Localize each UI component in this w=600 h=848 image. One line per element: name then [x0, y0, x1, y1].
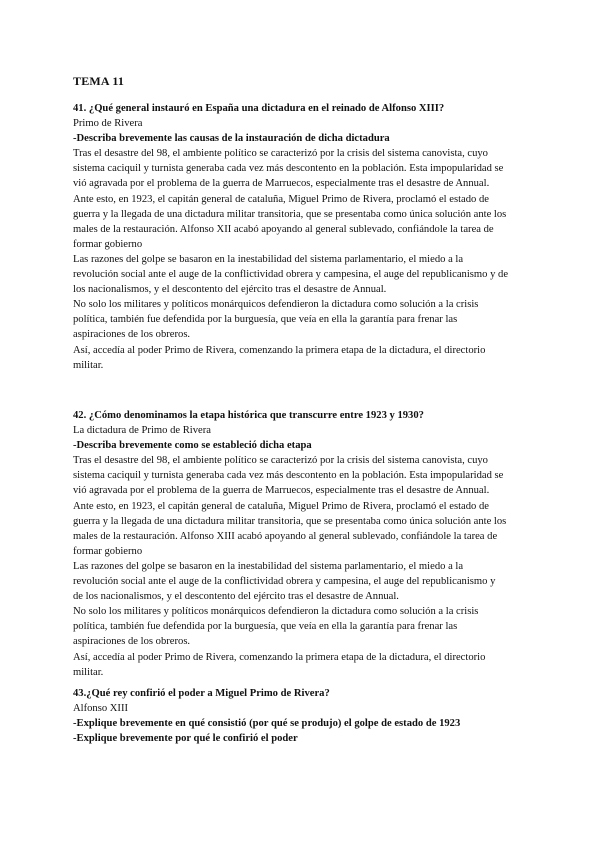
sub-question: -Explique brevemente por qué le confirió el poder: [73, 733, 298, 745]
short-answer: La dictadura de Primo de Rivera: [73, 425, 211, 437]
sub-question: -Describa brevemente como se estableció dicha etapa: [73, 440, 312, 452]
question-heading: 42. ¿Cómo denominamos la etapa histórica que transcurre entre 1923 y 1930?: [73, 410, 424, 421]
question-section-43: [73, 686, 533, 746]
text-line: No solo los militares y políticos monárquicos defendieron la dictadura como solución a la crisis: [73, 606, 479, 618]
text-line: No solo los militares y políticos monárquicos defendieron la dictadura como solución a la crisis: [73, 299, 479, 311]
text-line: revolución social ante el auge de la conflictividad obrera y campesina, el auge del republicanismo y: [73, 576, 496, 588]
text-line: formar gobierno: [73, 545, 143, 557]
document-title: TEMA 11: [73, 74, 125, 88]
question-section-41: [73, 101, 533, 373]
text-line: de los nacionalismos, y el descontento del ejército tras el desastre de Annual.: [73, 591, 399, 603]
text-line: males de la restauración. Alfonso XII acabó apoyando al general sublevado, confiándole la tarea de: [73, 223, 494, 235]
question-section-42: [73, 408, 533, 680]
text-line: los nacionalismos, y el descontento del ejército tras el desastre de Annual.: [73, 284, 387, 296]
text-line: Las razones del golpe se basaron en la inestabilidad del sistema parlamentario, el miedo a la: [73, 560, 464, 572]
text-line: Tras el desastre del 98, el ambiente político se caracterizó por la crisis del sistema canovista, cuyo: [73, 148, 488, 160]
text-line: aspiraciones de los obreros.: [73, 329, 191, 341]
text-line: Ante esto, en 1923, el capitán general de cataluña, Miguel Primo de Rivera, proclamó el estado de: [73, 193, 489, 205]
text-line: vió agravada por el problema de la guerra de Marruecos, especialmente tras el desastre de Annual.: [73, 178, 490, 190]
answer-body: [73, 146, 533, 372]
text-line: Las razones del golpe se basaron en la inestabilidad del sistema parlamentario, el miedo a la: [73, 253, 464, 265]
text-line: militar.: [73, 359, 104, 371]
text-line: sistema caciquil y turnista generaba cada vez más descontento en la población. Esta impopularidad se: [73, 470, 504, 482]
sub-question: -Describa brevemente las causas de la instauración de dicha dictadura: [73, 133, 390, 145]
text-line: Así, accedía al poder Primo de Rivera, comenzando la primera etapa de la dictadura, el directorio: [73, 651, 486, 663]
question-heading: 41. ¿Qué general instauró en España una dictadura en el reinado de Alfonso XIII?: [73, 103, 445, 114]
text-line: política, también fue defendida por la burguesía, que veía en ella la garantía para frenar las: [73, 314, 458, 326]
text-line: política, también fue defendida por la burguesía, que veía en ella la garantía para frenar las: [73, 621, 458, 633]
text-line: aspiraciones de los obreros.: [73, 636, 191, 648]
text-line: Así, accedía al poder Primo de Rivera, comenzando la primera etapa de la dictadura, el directorio: [73, 344, 486, 356]
text-line: guerra y la llegada de una dictadura militar transitoria, que se presentaba como única solución ante los: [73, 208, 507, 220]
question-heading: 43.¿Qué rey confirió el poder a Miguel Primo de Rivera?: [73, 688, 330, 699]
short-answer: Alfonso XIII: [73, 703, 129, 715]
text-line: sistema caciquil y turnista generaba cada vez más descontento en la población. Esta impopularidad se: [73, 163, 504, 175]
text-line: guerra y la llegada de una dictadura militar transitoria, que se presentaba como única solución ante los: [73, 515, 507, 527]
text-line: formar gobierno: [73, 238, 143, 250]
text-line: militar.: [73, 666, 104, 678]
sub-question: -Explique brevemente en qué consistió (por qué se produjo) el golpe de estado de 1923: [73, 718, 461, 730]
short-answer: Primo de Rivera: [73, 118, 143, 130]
text-line: males de la restauración. Alfonso XIII acabó apoyando al general sublevado, confiándole la tarea de: [73, 530, 498, 542]
text-line: vió agravada por el problema de la guerra de Marruecos, especialmente tras el desastre de Annual.: [73, 485, 490, 497]
answer-body: [73, 453, 533, 679]
text-line: Tras el desastre del 98, el ambiente político se caracterizó por la crisis del sistema canovista, cuyo: [73, 455, 488, 467]
text-line: Ante esto, en 1923, el capitán general de cataluña, Miguel Primo de Rivera, proclamó el estado de: [73, 500, 489, 512]
text-line: revolución social ante el auge de la conflictividad obrera y campesina, el auge del republicanismo y de: [73, 269, 509, 281]
